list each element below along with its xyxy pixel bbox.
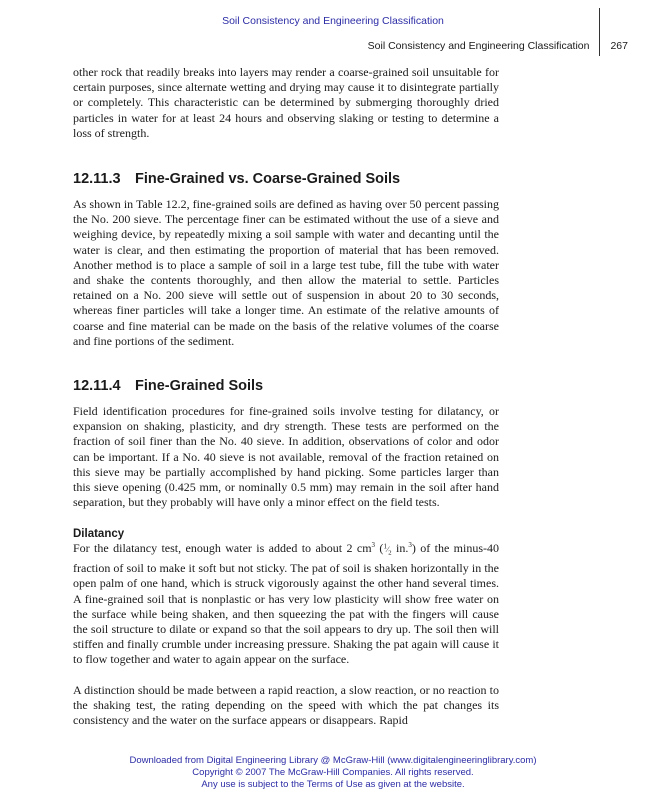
page-body [73,65,499,728]
dilatancy-paragraph-1: For the dilatancy test, enough water is added to about 2 $cm^3$ ($^1⁄_2$ in.$^3$) of the minus-40 fraction of soil to make it soft but not sticky. The pat of soil is shaken horizontally in the open palm of one hand, which is struck vigorously against the other hand several times. A fine-grained soil that is nonplastic or has very low plasticity will show free water on the surface while being shaken, and then squeezing the pat with the fingers will cause the soil structure to dilate or expand so that the soil appears to dry up. The soil then will stiffen and finally crumble under increasing pressure. Shaking the pat again will cause it to flow together and water to again appear on the surface. [73,541,499,667]
top-banner: Soil Consistency and Engineering Classification [222,15,444,27]
running-title: Soil Consistency and Engineering Classification [367,40,590,52]
running-head [368,39,628,53]
page-number: 267 [610,40,628,52]
section-title: Fine-Grained vs. Coarse-Grained Soils [135,171,401,188]
section-12-11-3-paragraph: As shown in Table 12.2, fine-grained soils are defined as having over 50 percent passing the No. 200 sieve. The percentage finer can be estimated without the use of a sieve and weighing device, by repeatedly mixing a soil sample with water and decanting until the water is clear, and then estimating the proportion of material that has been removed. Another method is to place a sample of soil in a large test tube, fill the tube with water and shake the contents thoroughly, and then allow the material to settle. Particles retained on a No. 200 sieve will settle out of suspension in about 20 to 30 seconds, whereas finer particles will take a longer time. An estimate of the relative amounts of coarse and fine material can be made on the basis of the relative volumes of the coarse and fine portions of the sediment. [73,197,499,348]
header-divider [599,8,600,56]
dilatancy-text-rest: ) of the minus-40 fraction of soil to make it soft but not sticky. The pat of soil is shaken horizontally in the open palm of one hand, which is struck vigorously against the other hand several times. A fine-grained soil that is nonplastic or has very low plasticity will show free water on the surface while being shaken, and then squeezing the pat with the fingers will cause the soil structure to dilate or expand so that the soil appears to dry up. The soil then will stiffen and finally crumble under increasing pressure. Shaking the pat again will cause it to flow together and water to again appear on the surface. [73,541,499,667]
section-number: 12.11.3 [73,171,121,188]
superscript-3: 3 [371,541,376,550]
dilatancy-heading: Dilatancy [73,528,125,541]
section-title: Fine-Grained Soils [135,378,264,395]
intro-paragraph: other rock that readily breaks into layers may render a coarse-grained soil unsuitable for certain purposes, since alternate wetting and drying may cause it to disintegrate partially or completely. This characteristic can be determined by submerging thoroughly dried particles in water for at least 24 hours and observing slaking or testing to determine a loss of strength. [73,65,499,140]
dilatancy-paragraph-2: A distinction should be made between a rapid reaction, a slow reaction, or no reaction to the shaking test, the rating depending on the speed with which the pat changes its consistency and the water on the surface appears or disappears. Rapid [73,682,499,728]
fraction-denominator: 2 [388,550,392,558]
section-12-11-4-paragraph: Field identification procedures for fine-grained soils involve testing for dilatancy, or expansion on shaking, plasticity, and dry strength. These tests are performed on the fraction of soil finer than the No. 40 sieve. In addition, observations of color and odor can be important. If a No. 40 sieve is not available, removal of the fraction retained on this sieve may be partially accomplished by hand picking. Some particles larger than this sieve opening (0.425 mm, or nominally 0.5 mm) may remain in the soil after hand separation, but they probably will have only a minor effect on the field tests. [73,404,499,510]
footer-copyright: Copyright © 2007 The McGraw-Hill Companies. All rights reserved. [192,767,474,779]
inch-unit: in. [391,541,409,556]
fraction-half: $^1⁄_2$ [383,542,392,558]
dilatancy-text-start: For the dilatancy test, enough water is added to about 2 cm [73,541,372,556]
footer-terms: Any use is subject to the Terms of Use as given at the website. [201,779,465,791]
fraction-numerator: 1 [383,542,387,551]
footer-download-link[interactable]: Downloaded from Digital Engineering Library @ McGraw-Hill (www.digitalengineeringlibrary.com) [129,755,537,766]
footer [0,755,666,792]
section-heading-12-11-4 [73,377,499,395]
superscript-3b: 3 [408,541,412,550]
section-heading-12-11-3 [73,170,499,188]
section-number: 12.11.4 [73,378,121,395]
